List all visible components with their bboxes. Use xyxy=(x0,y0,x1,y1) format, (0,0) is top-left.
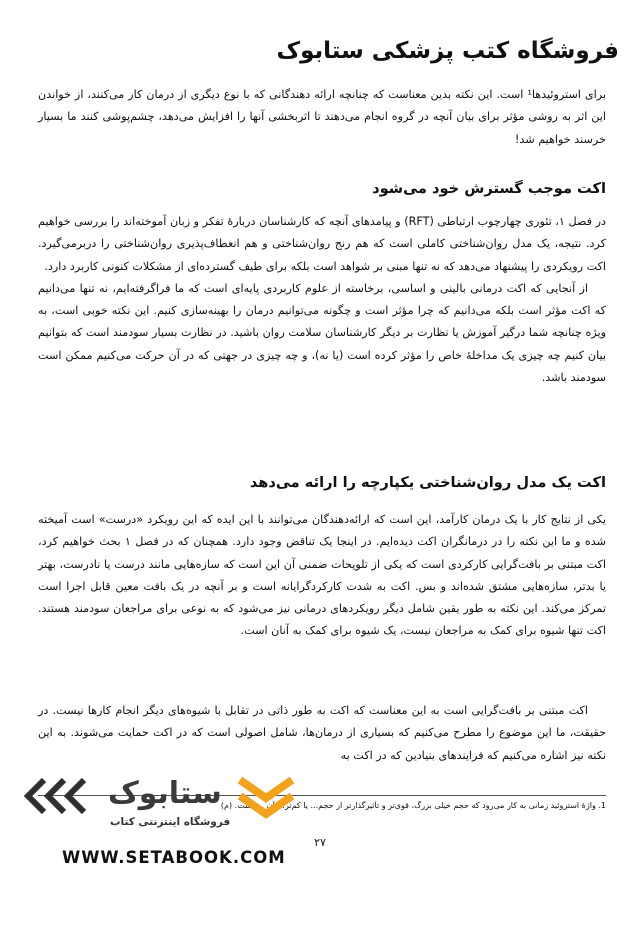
section-1-paragraph-1: در فصل ۱، تئوری چهارچوب ارتباطی (RFT) و پیامدهای آنچه که کارشناسان دربارهٔ تفکر و زبان آموخته‌اند را بررسی خواهیم کرد. نتیجه، یک مدل روان‌شناختی کاملی است که هم رنج روان‌شناختی و هم انعطاف‌پذیری روان‌شناختی را دربرمی‌گیرد. اکت رویکردی را پیشنهاد می‌دهد که نه تنها مبنی بر شواهد است بلکه برای طیف گسترده‌ای از مشکلات کنونی کاربرد دارد. xyxy=(38,215,606,273)
intro-paragraph: برای استروئیدها¹ است. این نکته بدین معناست که چنانچه ارائه دهندگانی که با نوع دیگری از درمان کار می‌کنند، از خواندن این اثر به روشی مؤثر برای بیان آنچه در گروه انجام می‌دهند تا اثربخشی آنها را افزایش می‌دهد، چشم‌پوشی کنند ما بسیار خرسند خواهیم شد! xyxy=(38,88,606,146)
section-1-block xyxy=(38,211,606,389)
section-heading-expands: اکت موجب گسترش خود می‌شود xyxy=(372,180,606,197)
page-number: ۲۷ xyxy=(314,836,326,849)
intro-block xyxy=(38,84,606,151)
footnote: 1. واژهٔ استروئید زمانی به کار می‌رود که حجم خیلی بزرگ، قوی‌تر و تأثیرگذارتر از حجم... یا کم‌تر... آن ... است. (م) xyxy=(220,801,606,810)
chevrons-icon xyxy=(22,776,102,816)
section-3-paragraph-1: اکت مبتنی بر بافت‌گرایی است به این معناست که اکت به طور ذاتی در تقابل با شیوه‌های دیگر انجام کارها نیست. در حقیقت، ما این موضوع را مطرح می‌کنیم که بسیاری از درمان‌ها، شامل اصولی است که در اکت حمایت می‌شوند. به این نکته نیز اشاره می‌کنیم که فرایندهای بنیادین که در اکت به xyxy=(38,704,606,762)
section-2-paragraph-1: یکی از نتایج کار با یک درمان کارآمد، این است که ارائه‌دهندگان می‌توانند با این ایده که این رویکرد «درست» است آمیخته شده و ما این نکته را در درمانگران اکت دیده‌ایم. در اینجا یک تناقض وجود دارد. همچنان که در فصل ۱ بحث خواهیم کرد، اکت مبتنی بر بافت‌گرایی کارکردی است که یکی از تلویحات ضمنی آن این است که سازه‌هایی مانند درست یا نادرست، بهتر یا بدتر، سازه‌هایی مشتق شده‌اند و بس. اکت به شدت کارکردگرایانه است و بر آنچه در یک بافت معین قابل اجرا است تمرکز می‌کند. این نکته به طور یقین شامل دیگر رویکردهای درمانی نیز می‌شود که به نوعی برای مراجعان سودمند هستند. اکت تنها شیوه برای کمک به مراجعان نیست، یک شیوه برای کمک به آنان است. xyxy=(38,513,606,638)
section-1-paragraph-2: از آنجایی که اکت درمانی بالینی و اساسی، برخاسته از علوم کاربردی پایه‌ای است که ما فراگرفته‌ایم، نه تنها می‌دانیم که اکت مؤثر است بلکه می‌دانیم که چرا مؤثر است و چگونه می‌توانیم درمان را بهینه‌سازی کنیم. این نکته خوبی است، به ویژه چنانچه شما درگیر آموزش یا نظارت بر دیگر کارشناسان سلامت روان باشید. در نظارت بسیار سودمند است که بتوانیم بیان کنیم چه چیزی یک مداخلهٔ خاص را مؤثر کرده است (یا نه)، و چه چیزی در جهتی که در آن حرکت می‌کنیم ممکن است سودمند باشد. xyxy=(38,281,606,385)
setabook-logo xyxy=(22,772,302,842)
logo-word: ستابوک xyxy=(108,776,222,811)
logo-subtitle: فروشگاه اینترنتی کتاب xyxy=(110,816,231,828)
store-title: فروشگاه کتب پزشکی ستابوک xyxy=(276,38,619,64)
book-chevron-icon xyxy=(236,772,296,822)
section-heading-unified-model: اکت یک مدل روان‌شناختی یکپارچه را ارائه می‌دهد xyxy=(249,474,606,491)
site-url: WWW.SETABOOK.COM xyxy=(62,848,286,867)
section-3-block xyxy=(38,700,606,767)
section-2-block xyxy=(38,509,606,643)
